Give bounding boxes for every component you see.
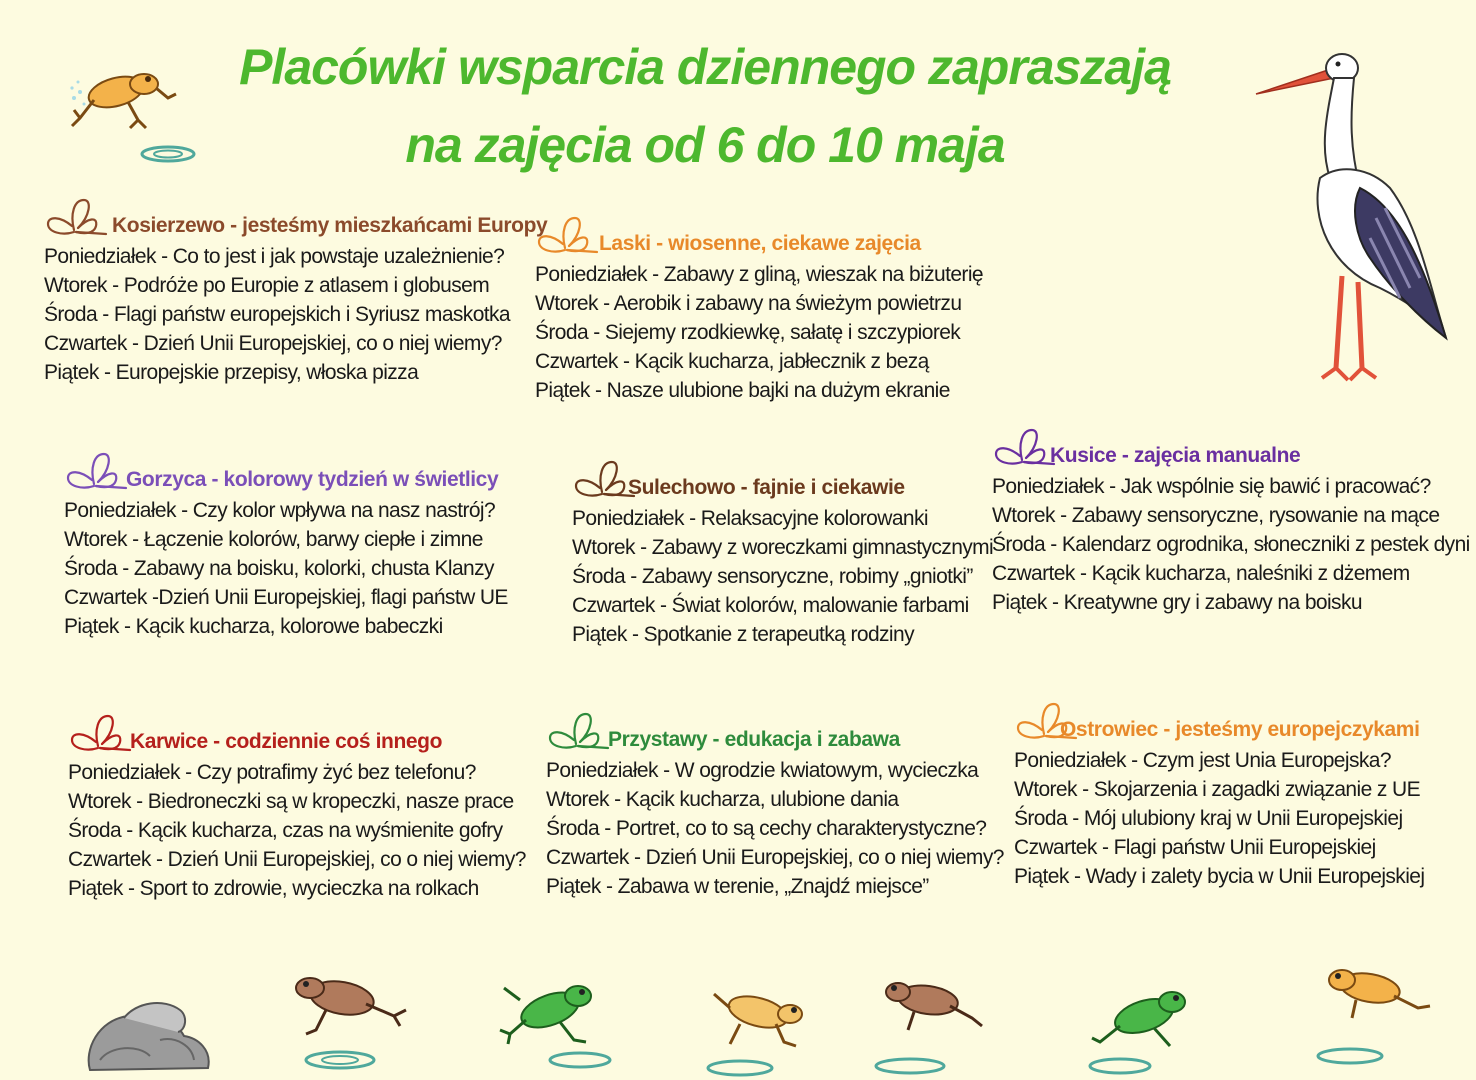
activity-list <box>546 756 1004 901</box>
block-title: Ostrowiec - jesteśmy europejczykami <box>1060 718 1420 741</box>
activity-item: Piątek - Spotkanie z terapeutką rodziny <box>572 623 914 646</box>
butterfly-icon <box>64 450 128 494</box>
frog-icon <box>1080 976 1210 1076</box>
block-header <box>64 450 508 496</box>
schedule-block <box>1014 700 1424 891</box>
activity-item: Poniedziałek - W ogrodzie kwiatowym, wycieczka <box>546 759 979 782</box>
activity-item: Poniedziałek - Czy kolor wpływa na nasz nastrój? <box>64 499 496 522</box>
poster-title-line2: na zajęcia od 6 do 10 maja <box>405 117 1005 173</box>
activity-item: Poniedziałek - Jak wspólnie się bawić i pracować? <box>992 475 1431 498</box>
frog-icon <box>700 978 820 1078</box>
schedule-block <box>44 196 548 387</box>
activity-list <box>44 242 510 387</box>
activity-item: Wtorek - Kącik kucharza, ulubione dania <box>546 788 899 811</box>
activity-item: Czwartek - Kącik kucharza, jabłecznik z bezą <box>535 350 929 373</box>
activity-item: Piątek - Kącik kucharza, kolorowe babeczki <box>64 615 443 638</box>
activity-list <box>535 260 983 405</box>
activity-item: Środa - Kalendarz ogrodnika, słoneczniki z pestek dyni <box>992 533 1470 556</box>
activity-list <box>68 758 526 903</box>
block-title: Kusice - zajęcia manualne <box>1050 444 1301 467</box>
activity-item: Czwartek - Świat kolorów, malowanie farbami <box>572 594 969 617</box>
frog-icon <box>1300 958 1440 1068</box>
activity-item: Poniedziałek - Czy potrafimy żyć bez telefonu? <box>68 761 476 784</box>
block-header <box>68 712 526 758</box>
rocks-icon <box>80 980 220 1080</box>
activity-item: Poniedziałek - Relaksacyjne kolorowanki <box>572 507 928 530</box>
activity-item: Czwartek - Kącik kucharza, naleśniki z dżemem <box>992 562 1410 585</box>
frog-icon <box>270 964 430 1074</box>
frog-icon <box>64 62 204 172</box>
poster-title-line1: Placówki wsparcia dziennego zapraszają <box>239 39 1171 95</box>
schedule-block <box>68 712 526 903</box>
activity-item: Czwartek - Flagi państw Unii Europejskiej <box>1014 836 1376 859</box>
activity-item: Poniedziałek - Zabawy z gliną, wieszak na biżuterię <box>535 263 983 286</box>
activity-item: Piątek - Nasze ulubione bajki na dużym ekranie <box>535 379 950 402</box>
activity-item: Czwartek - Dzień Unii Europejskiej, co o niej wiemy? <box>546 846 1004 869</box>
butterfly-icon <box>68 712 132 756</box>
block-title: Przystawy - edukacja i zabawa <box>608 728 900 751</box>
stork-icon <box>1250 38 1450 388</box>
activity-item: Wtorek - Zabawy sensoryczne, rysowanie na mące <box>992 504 1440 527</box>
block-title: Gorzyca - kolorowy tydzień w świetlicy <box>126 468 499 491</box>
activity-item: Wtorek - Podróże po Europie z atlasem i globusem <box>44 274 490 297</box>
activity-item: Wtorek - Aerobik i zabawy na świeżym powietrzu <box>535 292 962 315</box>
activity-item: Czwartek -Dzień Unii Europejskiej, flagi państw UE <box>64 586 508 609</box>
activity-item: Piątek - Kreatywne gry i zabawy na boisku <box>992 591 1362 614</box>
schedule-block <box>992 426 1470 617</box>
activity-item: Środa - Portret, co to są cechy charakterystyczne? <box>546 817 987 840</box>
activity-item: Wtorek - Łączenie kolorów, barwy ciepłe i zimne <box>64 528 483 551</box>
butterfly-icon <box>572 458 636 502</box>
activity-list <box>1014 746 1424 891</box>
schedule-block <box>64 450 508 641</box>
frog-icon <box>860 966 990 1076</box>
activity-item: Środa - Zabawy sensoryczne, robimy „gniotki” <box>572 565 973 588</box>
activity-item: Środa - Mój ulubiony kraj w Unii Europejskiej <box>1014 807 1403 830</box>
block-title: Sulechowo - fajnie i ciekawie <box>628 476 905 499</box>
activity-item: Piątek - Zabawa w terenie, „Znajdź miejsce” <box>546 875 929 898</box>
butterfly-icon <box>535 214 599 258</box>
activity-item: Czwartek - Dzień Unii Europejskiej, co o niej wiemy? <box>68 848 526 871</box>
activity-item: Wtorek - Zabawy z woreczkami gimnastycznymi <box>572 536 994 559</box>
activity-item: Środa - Zabawy na boisku, kolorki, chusta Klanzy <box>64 557 494 580</box>
activity-list <box>572 504 993 649</box>
activity-item: Wtorek - Skojarzenia i zagadki związanie z UE <box>1014 778 1421 801</box>
activity-item: Środa - Kącik kucharza, czas na wyśmienite gofry <box>68 819 503 842</box>
activity-item: Czwartek - Dzień Unii Europejskiej, co o niej wiemy? <box>44 332 502 355</box>
block-header <box>44 196 548 242</box>
activity-item: Wtorek - Biedroneczki są w kropeczki, nasze prace <box>68 790 514 813</box>
activity-item: Piątek - Europejskie przepisy, włoska pizza <box>44 361 419 384</box>
schedule-block <box>572 458 993 649</box>
butterfly-icon <box>992 426 1056 470</box>
butterfly-icon <box>546 710 610 754</box>
activity-item: Poniedziałek - Co to jest i jak powstaje uzależnienie? <box>44 245 505 268</box>
block-header <box>1014 700 1424 746</box>
block-title: Laski - wiosenne, ciekawe zajęcia <box>599 232 921 255</box>
block-title: Karwice - codziennie coś innego <box>130 730 443 753</box>
schedule-block <box>535 214 983 405</box>
activity-item: Środa - Flagi państw europejskich i Syriusz maskotka <box>44 303 511 326</box>
activity-item: Środa - Siejemy rzodkiewkę, sałatę i szczypiorek <box>535 321 961 344</box>
schedule-block <box>546 710 1004 901</box>
block-title: Kosierzewo - jesteśmy mieszkańcami Europy <box>112 214 548 237</box>
block-header <box>992 426 1470 472</box>
activity-list <box>64 496 508 641</box>
activity-item: Piątek - Sport to zdrowie, wycieczka na rolkach <box>68 877 479 900</box>
activity-item: Poniedziałek - Czym jest Unia Europejska? <box>1014 749 1391 772</box>
activity-list <box>992 472 1470 617</box>
frog-icon <box>490 970 620 1070</box>
block-header <box>572 458 993 504</box>
butterfly-icon <box>44 196 108 240</box>
block-header <box>546 710 1004 756</box>
activity-item: Piątek - Wady i zalety bycia w Unii Europejskiej <box>1014 865 1425 888</box>
block-header <box>535 214 983 260</box>
